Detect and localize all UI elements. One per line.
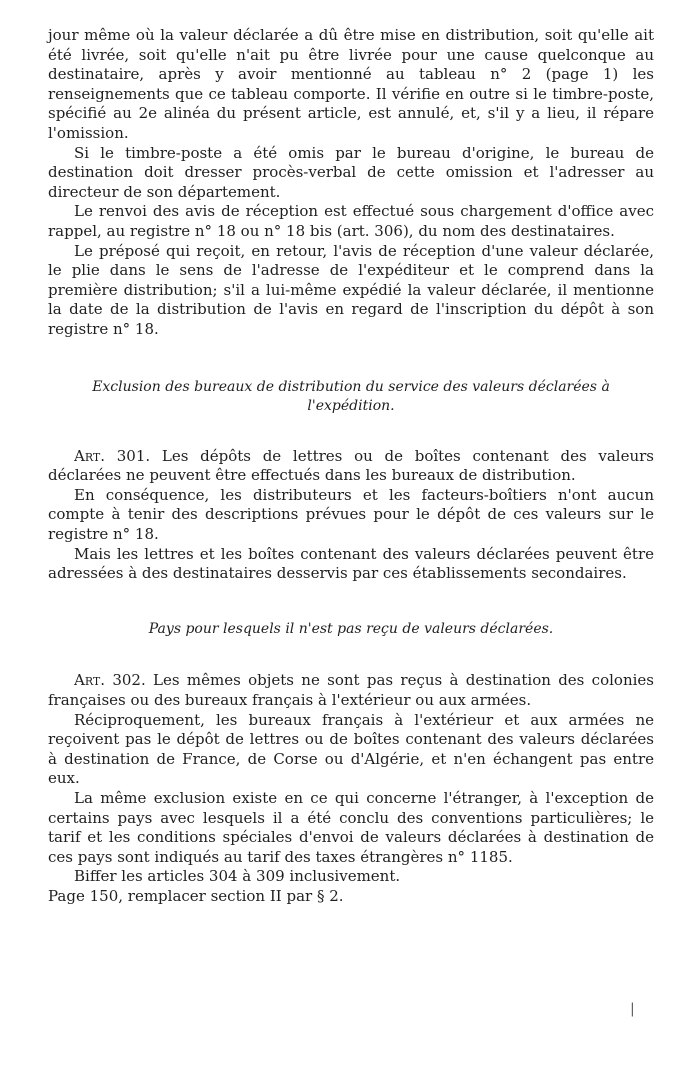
paragraph-foreign-exclusion: La même exclusion existe en ce qui concerne l'étranger, à l'exception de certains pays avec lesquels il a été conclu des conventions particulières; le tarif et les conditions spéciales d'envoi de valeurs déclarées à destination de ces pays sont indiqués au tarif des taxes étrangères n° 1185. — [48, 789, 654, 866]
article-301-text: Les dépôts de lettres ou de boîtes contenant des valeurs déclarées ne peuvent être effectués dans les bureaux de distribution. — [48, 446, 654, 485]
section-heading-exclusion: Exclusion des bureaux de distribution du service des valeurs déclarées à l'expédition. — [92, 378, 610, 415]
article-302 — [48, 671, 654, 710]
article-302-text: Les mêmes objets ne sont pas reçus à destination des colonies françaises ou des bureaux français à l'extérieur ou aux armées. — [48, 671, 654, 710]
paragraph-omitted-stamp: Si le timbre-poste a été omis par le bureau d'origine, le bureau de destination doit dresser procès-verbal de cette omission et l'adresser au directeur de son département. — [48, 143, 654, 201]
document-page — [48, 26, 654, 907]
article-302-label: Art. 302. — [74, 671, 146, 690]
article-301-label: Art. 301. — [74, 446, 151, 465]
article-301 — [48, 447, 654, 486]
instruction-replace-section: Page 150, remplacer section II par § 2. — [48, 886, 344, 905]
section-heading-countries: Pays pour lesquels il n'est pas reçu de valeurs déclarées. — [148, 620, 554, 637]
margin-mark: | — [630, 1001, 635, 1017]
paragraph-receipt-handling: Le préposé qui reçoit, en retour, l'avis de réception d'une valeur déclarée, le plie dans le sens de l'adresse de l'expéditeur et le comprend dans la première distribution; s'il a lui-même expédié la valeur déclarée, il mentionne la date de la distribution de l'avis en regard de l'inscription du dépôt à son registre n° 18. — [48, 241, 654, 338]
paragraph-reciprocity: Réciproquement, les bureaux français à l'extérieur et aux armées ne reçoivent pas le dépôt de lettres ou de boîtes contenant des valeurs déclarées à destination de France, de Corse ou d'Algérie, et n'en échangent pas entre eux. — [48, 710, 654, 788]
paragraph-secondary-establishments: Mais les lettres et les boîtes contenant des valeurs déclarées peuvent être adressées à des destinataires desservis par ces établissements secondaires. — [48, 544, 654, 583]
instruction-strike-articles: Biffer les articles 304 à 309 inclusivement. — [74, 867, 401, 886]
paragraph-receipt-recording: jour même où la valeur déclarée a dû être mise en distribution, soit qu'elle ait été livrée, soit qu'elle n'ait pu être livrée pour une cause quelconque au destinataire, après y avoir mentionné au tableau n° 2 (page 1) les renseignements que ce tableau comporte. Il vérifie en outre si le timbre-poste, spécifié au 2e alinéa du présent article, est annulé, et, s'il y a lieu, il répare l'omission. — [48, 26, 654, 142]
paragraph-return-receipts: Le renvoi des avis de réception est effectué sous chargement d'office avec rappel, au registre n° 18 ou n° 18 bis (art. 306), du nom des destinataires. — [48, 202, 654, 240]
paragraph-consequence: En conséquence, les distributeurs et les facteurs-boîtiers n'ont aucun compte à tenir des descriptions prévues pour le dépôt de ces valeurs sur le registre n° 18. — [48, 485, 654, 544]
